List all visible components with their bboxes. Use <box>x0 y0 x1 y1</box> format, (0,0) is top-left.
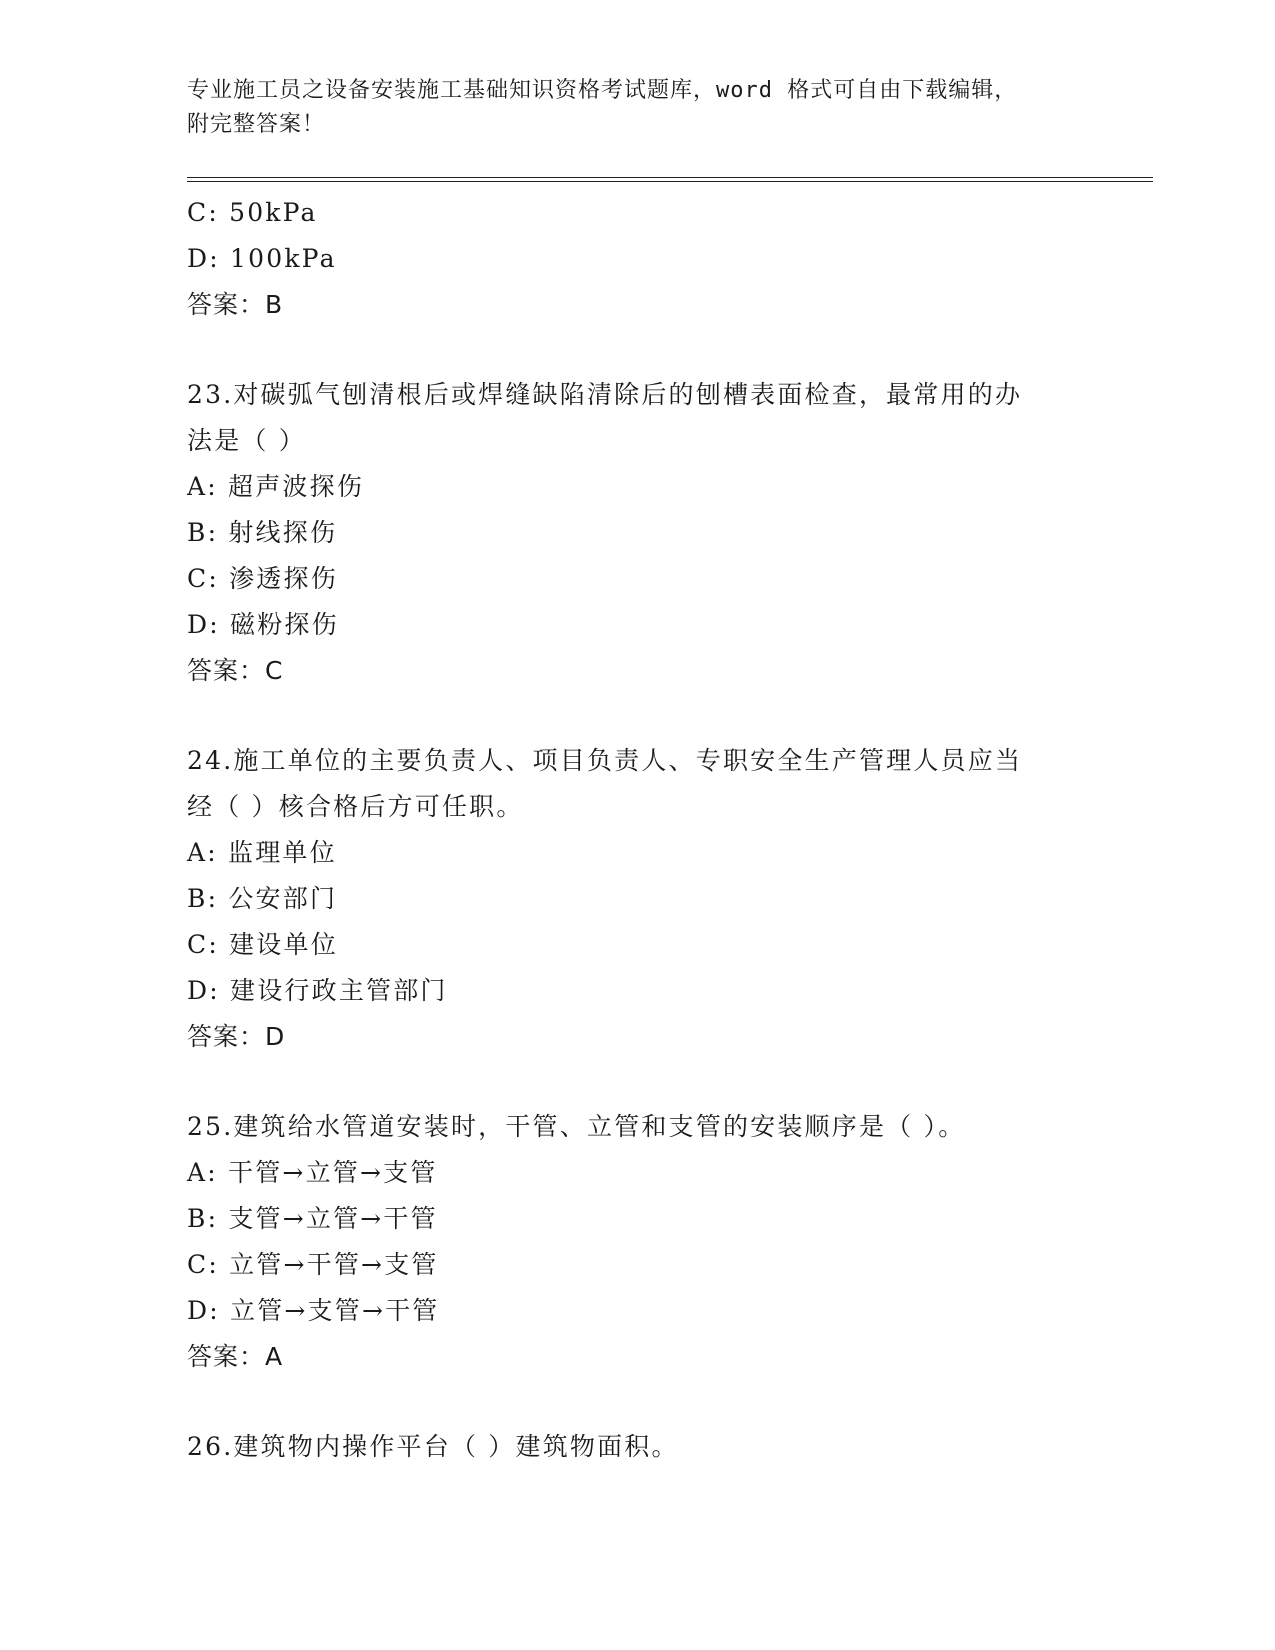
option-a: A: 干管→立管→支管 <box>187 1158 438 1187</box>
answer-line: 答案：D <box>187 1022 286 1051</box>
option-c: C: 50kPa <box>187 198 318 227</box>
option-b: B: 射线探伤 <box>187 518 338 547</box>
option-b: B: 公安部门 <box>187 884 338 913</box>
question-block-partial <box>187 190 1087 328</box>
option-c: C: 立管→干管→支管 <box>187 1250 439 1279</box>
question-stem-line: 26.建筑物内操作平台（ ）建筑物面积。 <box>187 1432 679 1461</box>
option-b: B: 支管→立管→干管 <box>187 1204 438 1233</box>
option-c: C: 建设单位 <box>187 930 338 959</box>
answer-line: 答案：B <box>187 290 284 319</box>
option-d: D: 建设行政主管部门 <box>187 976 448 1005</box>
option-a: A: 超声波探伤 <box>187 472 365 501</box>
option-d: D: 立管→支管→干管 <box>187 1296 440 1325</box>
option-c: C: 渗透探伤 <box>187 564 338 593</box>
header-divider-top <box>187 177 1153 178</box>
question-stem-line: 法是（ ） <box>187 426 306 455</box>
option-d: D: 100kPa <box>187 244 337 273</box>
question-stem-line: 24.施工单位的主要负责人、项目负责人、专职安全生产管理人员应当 <box>187 746 1023 775</box>
option-d: D: 磁粉探伤 <box>187 610 339 639</box>
option-a: A: 监理单位 <box>187 838 337 867</box>
question-block-26 <box>187 1424 1087 1470</box>
answer-line: 答案：A <box>187 1342 284 1371</box>
question-stem-line: 经（ ）核合格后方可任职。 <box>187 792 524 821</box>
header-divider-bottom <box>187 181 1153 182</box>
question-stem-line: 23.对碳弧气刨清根后或焊缝缺陷清除后的刨槽表面检查，最常用的办 <box>187 380 1023 409</box>
question-block-23 <box>187 372 1087 694</box>
question-list <box>187 190 1087 1470</box>
document-header <box>187 74 1067 142</box>
question-block-24 <box>187 738 1087 1060</box>
header-line-1: 专业施工员之设备安装施工基础知识资格考试题库，word 格式可自由下载编辑， <box>187 78 1018 103</box>
header-line-2: 附完整答案！ <box>187 112 326 137</box>
question-stem-line: 25.建筑给水管道安装时，干管、立管和支管的安装顺序是（ ）。 <box>187 1112 966 1141</box>
question-block-25 <box>187 1104 1087 1380</box>
answer-line: 答案：C <box>187 656 284 685</box>
